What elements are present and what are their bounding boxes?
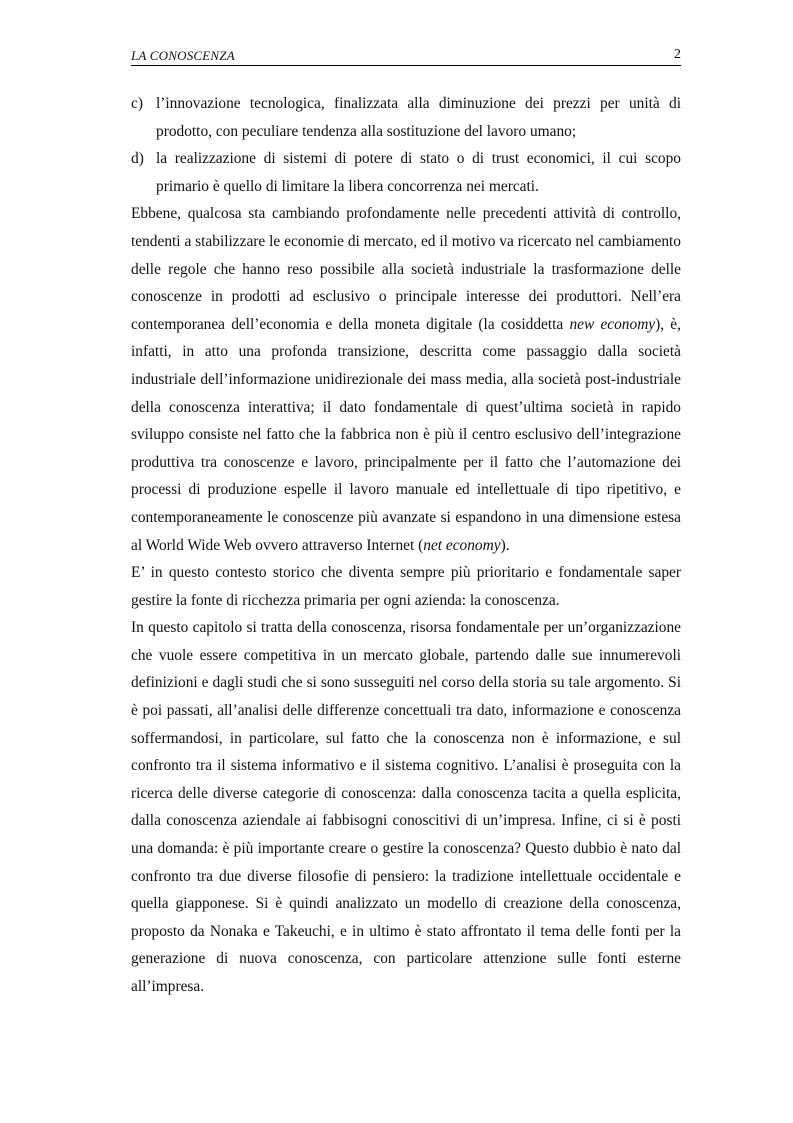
list-item-text: l’innovazione tecnologica, finalizzata alla diminuzione dei prezzi per unità di prodotto, con peculiare tendenza alla sostituzione del lavoro umano;	[156, 95, 681, 140]
list-item-text: la realizzazione di sistemi di potere di stato o di trust economici, il cui scopo primario è quello di limitare la libera concorrenza nei mercati.	[156, 150, 681, 195]
list-item	[131, 145, 681, 200]
paragraph-text: Ebbene, qualcosa sta cambiando profondamente nelle precedenti attività di controllo, tendenti a stabilizzare le economie di mercato, ed il motivo va ricercato nel cambiamento delle regole che hanno reso possibile alla società industriale la trasformazione delle conoscenze in prodotti ad esclusivo o principale interesse dei produttori. Nell’era contemporanea dell’economia e della moneta digitale (la cosiddetta	[131, 205, 681, 333]
paragraph	[131, 200, 681, 559]
emphasis-net-economy: net economy	[423, 536, 501, 554]
body-text	[131, 90, 681, 1001]
paragraph-text: ), è, infatti, in atto una profonda transizione, descritta come passaggio dalla società industriale dell’informazione unidirezionale dei mass media, alla società post-industriale della conoscenza interattiva; il dato fondamentale di quest’ultima società in rapido sviluppo consiste nel fatto che la fabbrica non è più il centro esclusivo dell’integrazione produttiva tra conoscenze e lavoro, principalmente per il fatto che l’automazione dei processi di produzione espelle il lavoro manuale ed intellettuale di tipo ripetitivo, e contemporaneamente le conoscenze più avanzate si espandono in una dimensione estesa al World Wide Web ovvero attraverso Internet (	[131, 315, 681, 554]
header-title: LA CONOSCENZA	[131, 48, 235, 63]
paragraph: E’ in questo contesto storico che diventa sempre più prioritario e fondamentale saper gestire la fonte di ricchezza primaria per ogni azienda: la conoscenza.	[131, 564, 681, 609]
page-number: 2	[674, 47, 681, 62]
paragraph: In questo capitolo si tratta della conoscenza, risorsa fondamentale per un’organizzazione che vuole essere competitiva in un mercato globale, partendo dalle sue innumerevoli definizioni e dagli studi che si sono susseguiti nel corso della storia su tale argomento. Si è poi passati, all’analisi delle differenze concettuali tra dato, informazione e conoscenza soffermandosi, in particolare, sul fatto che la conoscenza non è informazione, e sul confronto tra il sistema informativo e il sistema cognitivo. L’analisi è proseguita con la ricerca delle diverse categorie di conoscenza: dalla conoscenza tacita a quella esplicita, dalla conoscenza aziendale ai fabbisogni conoscitivi di un’impresa. Infine, ci si è posti una domanda: è più importante creare o gestire la conoscenza? Questo dubbio è nato dal confronto tra due diverse filosofie di pensiero: la tradizione intellettuale occidentale e quella giapponese. Si è quindi analizzato un modello di creazione della conoscenza, proposto da Nonaka e Takeuchi, e in ultimo è stato affrontato il tema delle fonti per la generazione di nuova conoscenza, con particolare attenzione sulle fonti esterne all’impresa.	[131, 619, 681, 995]
paragraph-text: ).	[500, 536, 510, 554]
list-marker: d)	[131, 150, 144, 168]
list-marker: c)	[131, 95, 143, 112]
emphasis-new-economy: new economy	[569, 315, 656, 333]
list-item	[131, 90, 681, 145]
running-header	[131, 47, 681, 66]
